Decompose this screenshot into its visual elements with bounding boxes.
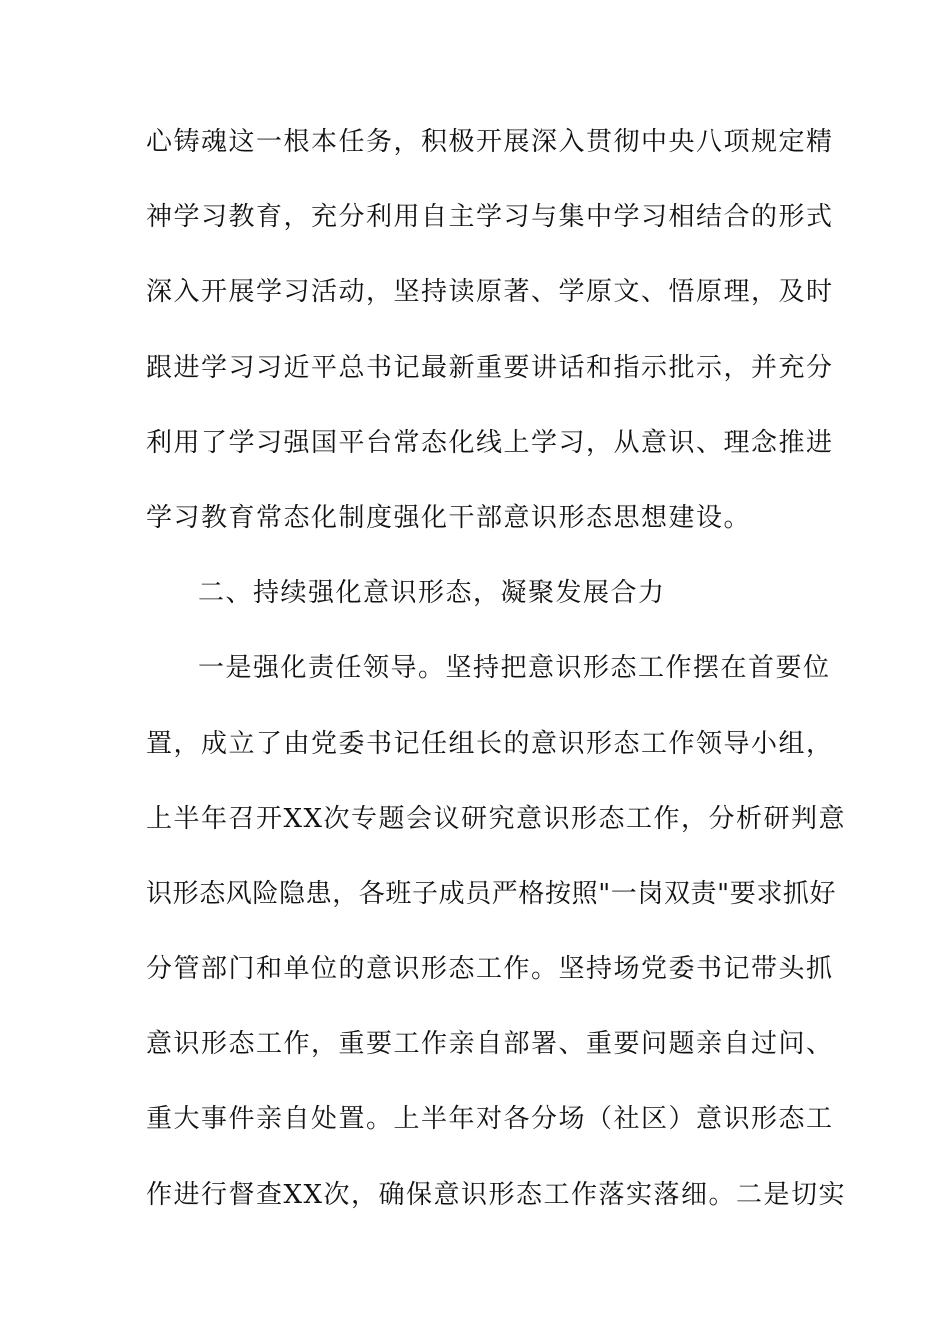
- body-line: 心铸魂这一根本任务，积极开展深入贯彻中央八项规定精: [146, 127, 834, 157]
- body-line: 意识形态工作，重要工作亲自部署、重要问题亲自过问、: [146, 1029, 834, 1060]
- body-line: 分管部门和单位的意识形态工作。坚持场党委书记带头抓: [146, 954, 834, 985]
- body-line: 深入开展学习活动，坚持读原著、学原文、悟原理，及时: [146, 277, 834, 308]
- section-heading: 二、持续强化意识形态，凝聚发展合力: [198, 578, 666, 609]
- document-body: [146, 118, 847, 1246]
- body-line: 作进行督查XX次，确保意识形态工作落实落细。二是切实: [146, 1179, 847, 1210]
- body-line: 跟进学习习近平总书记最新重要讲话和指示批示，并充分: [146, 352, 834, 383]
- body-line: 利用了学习强国平台常态化线上学习，从意识、理念推进: [146, 427, 834, 458]
- body-line: 置，成立了由党委书记任组长的意识形态工作领导小组，: [146, 728, 834, 759]
- paragraph-first-line: 一是强化责任领导。坚持把意识形态工作摆在首要位: [198, 653, 831, 684]
- body-line: 重大事件亲自处置。上半年对各分场（社区）意识形态工: [146, 1104, 834, 1135]
- body-line: 识形态风险隐患，各班子成员严格按照"一岗双责"要求抓好: [146, 878, 837, 909]
- body-line: 学习教育常态化制度强化干部意识形态思想建设。: [146, 502, 752, 533]
- body-line: 上半年召开XX次专题会议研究意识形态工作，分析研判意: [146, 803, 847, 834]
- body-line: 神学习教育，充分利用自主学习与集中学习相结合的形式: [146, 202, 834, 233]
